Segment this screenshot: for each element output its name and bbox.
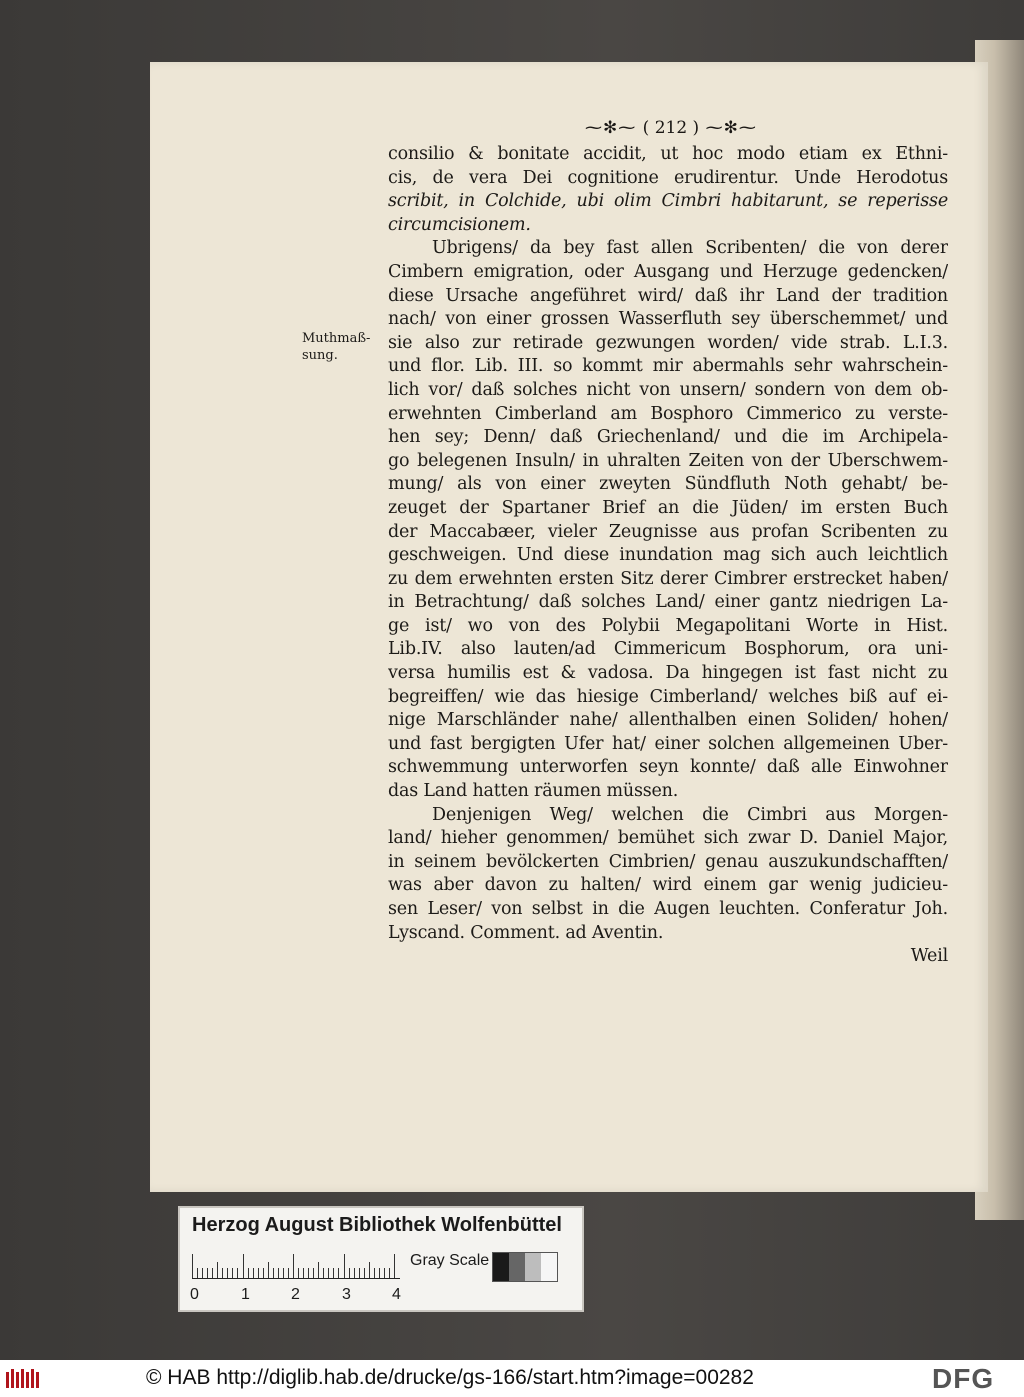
- ruler-tick: [192, 1254, 193, 1278]
- text-line: sen Leser/ von selbst in die Augen leuchten. Conferatur Joh.: [388, 899, 948, 919]
- ruler-tick: [243, 1254, 244, 1278]
- ruler-tick: [374, 1268, 375, 1278]
- ruler-number: 4: [392, 1286, 401, 1303]
- text-line: diese Ursache angeführet wird/ daß ihr Land der tradition: [388, 285, 948, 306]
- ruler-tick: [328, 1268, 329, 1278]
- text-line: land/ hieher genommen/ bemühet sich zwar D. Daniel Major,: [388, 828, 948, 849]
- ruler-tick: [288, 1268, 289, 1278]
- text-line: in seinem bevölckerten Cimbrien/ genau auszukundschafften/: [388, 851, 948, 872]
- text-line: nige Marschländer nahe/ allenthalben einen Soliden/ hohen/: [388, 710, 948, 731]
- ornament-right-icon: ⁓✻⁓: [699, 118, 757, 138]
- ruler-tick: [313, 1268, 314, 1278]
- text-line: mung/ als von einer zweyten Sündfluth Noth gehabt/ be-: [388, 474, 948, 495]
- ruler-tick: [379, 1268, 380, 1278]
- gray-swatch-dark: [509, 1253, 525, 1281]
- text-line: Lyscand. Comment. ad Aventin.: [388, 922, 664, 943]
- ruler-number: 2: [291, 1286, 300, 1303]
- body-text: [388, 143, 948, 969]
- ruler-tick: [323, 1268, 324, 1278]
- ruler-tick: [258, 1268, 259, 1278]
- text-line: circumcisionem.: [388, 214, 531, 235]
- ruler-tick: [344, 1254, 345, 1278]
- ruler-tick: [384, 1268, 385, 1278]
- text-line: Denjenigen Weg/ welchen die Cimbri aus Morgen-: [432, 804, 948, 825]
- ruler-tick: [354, 1268, 355, 1278]
- ruler-tick: [273, 1268, 274, 1278]
- text-line: sie also zur retirade gezwungen worden/ vide strab. L.I.3.: [388, 332, 948, 353]
- ruler-tick: [212, 1268, 213, 1278]
- dfg-logo: DFG: [932, 1363, 995, 1394]
- catchword: Weil: [910, 946, 948, 967]
- ruler-tick: [217, 1262, 218, 1278]
- ruler-tick: [227, 1268, 228, 1278]
- gray-swatch-white: [541, 1253, 557, 1281]
- ruler-tick: [364, 1268, 365, 1278]
- text-line: das Land hatten räumen müssen.: [388, 781, 679, 802]
- text-line: erwehnten Cimberland am Bosphoro Cimmerico zu verste-: [388, 403, 948, 424]
- ruler-tick: [222, 1268, 223, 1278]
- text-line: zu dem erwehnten ersten Sitz derer Cimbrer erstrecket haben/: [388, 568, 948, 589]
- ruler-tick: [308, 1268, 309, 1278]
- text-line: begreiffen/ wie das hiesige Cimberland/ welches biß auf ei-: [388, 686, 948, 707]
- ruler-tick: [298, 1268, 299, 1278]
- ruler-tick: [253, 1268, 254, 1278]
- ruler-tick: [359, 1268, 360, 1278]
- ruler-tick: [207, 1268, 208, 1278]
- text-line: nach/ von einer grossen Wasserfluth sey überschemmet/ und: [388, 309, 948, 330]
- ruler-tick: [202, 1268, 203, 1278]
- ruler-tick: [389, 1268, 390, 1278]
- text-line: Lib.IV. also lauten/ad Cimmericum Bosphorum, ora uni-: [388, 639, 948, 660]
- text-line: hen sey; Denn/ daß Griechenland/ und die im Archipela-: [388, 427, 948, 448]
- text-line: versa humilis est & vadosa. Da hingegen ist fast nicht zu: [388, 663, 948, 684]
- footer-bar: [0, 1360, 1024, 1397]
- text-line: go belegenen Insuln/ in uhralten Zeiten von der Uberschwem-: [388, 450, 948, 471]
- ruler-tick: [248, 1268, 249, 1278]
- text-line: in Betrachtung/ daß solches Land/ einer gantz niedrigen La-: [388, 592, 948, 613]
- color-calibration-card: [178, 1206, 584, 1312]
- ornament-left-icon: ⁓✻⁓: [585, 118, 643, 138]
- ruler-number: 1: [241, 1286, 250, 1303]
- text-line: der Maccabæer, vieler Zeugnisse aus profan Scribenten zu: [388, 521, 948, 542]
- copyright-link[interactable]: © HAB http://diglib.hab.de/drucke/gs-166/start.htm?image=00282: [146, 1366, 754, 1389]
- ruler-number: 0: [190, 1286, 199, 1303]
- text-line: schwemmung unterworfen seyn konnte/ daß alle Einwohner: [388, 757, 948, 778]
- gray-scale-label: Gray Scale: [410, 1252, 490, 1269]
- gray-swatch-light: [525, 1253, 541, 1281]
- ruler-tick: [333, 1268, 334, 1278]
- ruler-tick: [293, 1254, 294, 1278]
- text-line: cis, de vera Dei cognitione erudirentur. Unde Herodotus: [388, 167, 948, 188]
- ruler-tick: [283, 1268, 284, 1278]
- text-line: ge ist/ wo von des Polybii Megapolitani Worte in Hist.: [388, 615, 948, 636]
- text-line: scribit, in Colchide, ubi olim Cimbri habitarunt, se reperisse: [388, 191, 948, 212]
- page-number: ( 212 ): [642, 118, 700, 138]
- ruler-tick: [349, 1268, 350, 1278]
- hab-logo-icon: [4, 1366, 42, 1392]
- text-line: zeuget der Spartaner Brief an die Jüden/ im ersten Buch: [388, 497, 948, 518]
- ruler-tick: [237, 1268, 238, 1278]
- ruler-tick: [303, 1268, 304, 1278]
- ruler-tick: [318, 1262, 319, 1278]
- ruler-tick: [278, 1268, 279, 1278]
- ruler-tick: [369, 1262, 370, 1278]
- ruler-tick: [338, 1268, 339, 1278]
- ruler-number: 3: [342, 1286, 351, 1303]
- page-header: [585, 118, 765, 142]
- text-line: consilio & bonitate accidit, ut hoc modo etiam ex Ethni-: [388, 144, 948, 164]
- card-title: Herzog August Bibliothek Wolfenbüttel: [192, 1214, 562, 1236]
- margin-note: Muthmaß- sung.: [302, 331, 371, 363]
- gray-scale-swatches: [492, 1252, 558, 1282]
- text-line: und flor. Lib. III. so kommt mir abermahls sehr wahrschein-: [388, 356, 948, 377]
- ruler-tick: [268, 1262, 269, 1278]
- ruler-tick: [197, 1268, 198, 1278]
- scale-ruler: [192, 1252, 400, 1279]
- text-line: geschweigen. Und diese inundation mag sich auch leichtlich: [388, 545, 948, 566]
- ruler-tick: [232, 1268, 233, 1278]
- text-line: und fast bergigten Ufer hat/ einer solchen allgemeinen Uber-: [388, 733, 948, 754]
- ruler-tick: [263, 1268, 264, 1278]
- text-line: Cimbern emigration, oder Ausgang und Herzuge gedencken/: [388, 261, 948, 282]
- ruler-tick: [394, 1254, 395, 1278]
- text-line: lich vor/ daß solches nicht von unsern/ sondern von dem ob-: [388, 379, 948, 400]
- text-line: Ubrigens/ da bey fast allen Scribenten/ die von derer: [432, 238, 948, 259]
- text-line: was aber davon zu halten/ wird einem gar wenig judicieu-: [388, 875, 948, 896]
- gray-swatch-black: [493, 1253, 509, 1281]
